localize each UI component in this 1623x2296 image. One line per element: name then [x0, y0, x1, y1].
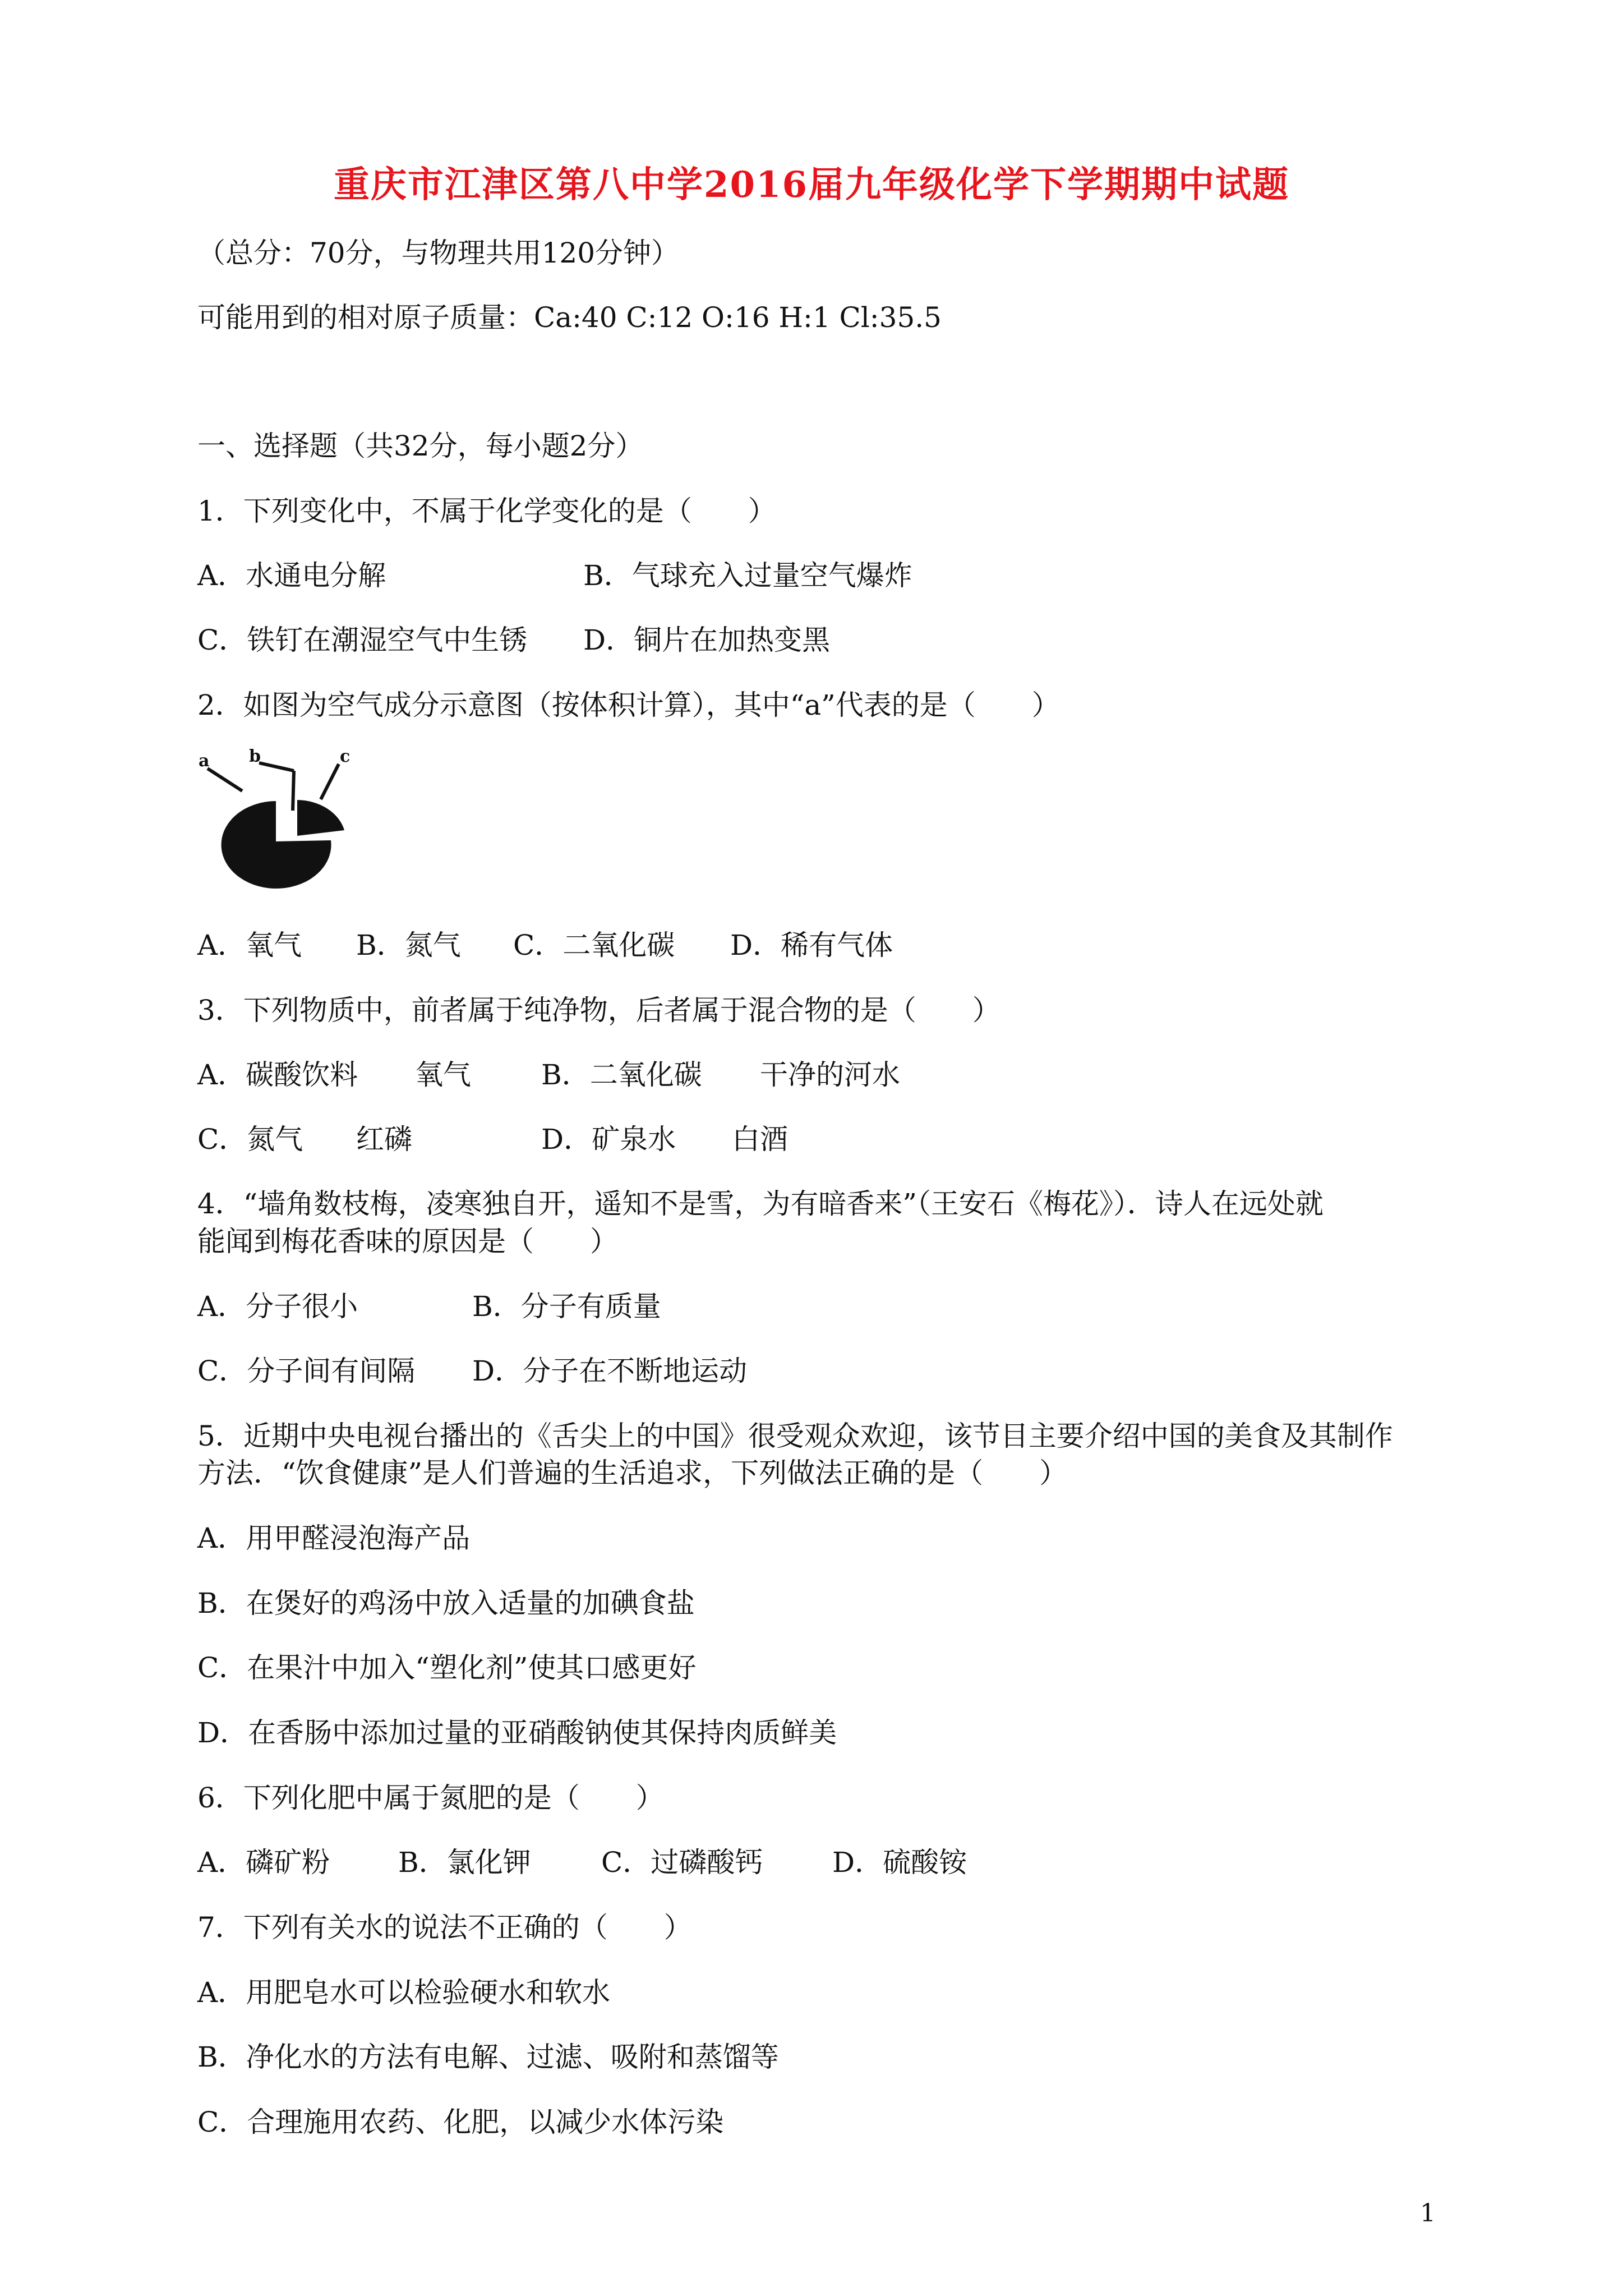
question-1-option-c: C．铁钉在潮湿空气中生锈	[197, 624, 528, 656]
question-5-option-a: A．用甲醛浸泡海产品	[197, 1522, 471, 1554]
leader-line-b2	[293, 771, 294, 811]
question-4-stem-line2: 能闻到梅花香味的原因是（ ）	[197, 1225, 618, 1258]
pie-wedge-c	[297, 800, 344, 836]
pie-label-a: a	[199, 751, 210, 771]
question-3-option-c-second: 红磷	[356, 1123, 412, 1156]
question-3-option-b-second: 干净的河水	[760, 1059, 900, 1091]
section-heading: 一、选择题（共32分，每小题2分）	[197, 430, 644, 462]
question-5-option-c: C．在果汁中加入“塑化剂”使其口感更好	[197, 1651, 697, 1684]
question-6-stem: 6．下列化肥中属于氮肥的是（ ）	[197, 1782, 664, 1814]
question-3-option-a-first: A．碳酸饮料	[197, 1059, 358, 1091]
exam-title: 重庆市江津区第八中学2016届九年级化学下学期期中试题	[333, 164, 1290, 206]
question-5-option-b: B．在煲好的鸡汤中放入适量的加碘食盐	[197, 1587, 695, 1619]
air-composition-pie-figure	[197, 746, 366, 898]
question-3-option-d-first: D．矿泉水	[541, 1123, 676, 1156]
question-5-option-d: D．在香肠中添加过量的亚硝酸钠使其保持肉质鲜美	[197, 1717, 837, 1749]
leader-line-a	[208, 769, 242, 791]
question-1-stem: 1．下列变化中，不属于化学变化的是（ ）	[197, 495, 776, 527]
leader-line-b	[259, 763, 294, 771]
question-2-option-b: B．氮气	[356, 929, 461, 961]
question-6-option-c: C．过磷酸钙	[601, 1846, 763, 1879]
question-5-stem-line1: 5．近期中央电视台播出的《舌尖上的中国》很受观众欢迎，该节目主要介绍中国的美食及其制作	[197, 1420, 1393, 1452]
page-number: 1	[1420, 2199, 1436, 2228]
question-4-option-a: A．分子很小	[197, 1290, 358, 1323]
question-5-stem-line2: 方法．“饮食健康”是人们普遍的生活追求，下列做法正确的是（ ）	[197, 1457, 1068, 1489]
question-3-option-b-first: B．二氧化碳	[541, 1059, 702, 1091]
question-3-stem: 3．下列物质中，前者属于纯净物，后者属于混合物的是（ ）	[197, 994, 1000, 1027]
question-7-option-c: C．合理施用农药、化肥，以减少水体污染	[197, 2106, 724, 2138]
leader-line-c	[321, 764, 339, 799]
question-2-option-d: D．稀有气体	[730, 929, 893, 961]
question-7-stem: 7．下列有关水的说法不正确的（ ）	[197, 1911, 692, 1944]
question-3-option-c-first: C．氮气	[197, 1123, 303, 1156]
question-1-option-d: D．铜片在加热变黑	[583, 624, 831, 656]
question-2-stem: 2．如图为空气成分示意图（按体积计算），其中“a”代表的是（ ）	[197, 689, 1060, 721]
question-2-option-a: A．氧气	[197, 929, 302, 961]
question-3-option-d-second: 白酒	[732, 1123, 788, 1156]
question-6-option-a: A．磷矿粉	[197, 1846, 330, 1879]
question-4-stem-line1: 4．“墙角数枝梅，凌寒独自开，遥知不是雪，为有暗香来”（王安石《梅花》）．诗人在远处就	[197, 1188, 1324, 1220]
question-4-option-c: C．分子间有间隔	[197, 1355, 416, 1387]
question-4-option-b: B．分子有质量	[472, 1290, 661, 1323]
question-7-option-b: B．净化水的方法有电解、过滤、吸附和蒸馏等	[197, 2041, 779, 2073]
question-4-option-d: D．分子在不断地运动	[472, 1355, 748, 1387]
total-score-note: （总分：70分，与物理共用120分钟）	[197, 237, 680, 269]
pie-label-c: c	[340, 747, 351, 766]
pie-label-b: b	[249, 747, 261, 766]
question-2-option-c: C．二氧化碳	[513, 929, 675, 961]
question-6-option-b: B．氯化钾	[398, 1846, 531, 1879]
question-6-option-d: D．硫酸铵	[832, 1846, 967, 1879]
question-7-option-a: A．用肥皂水可以检验硬水和软水	[197, 1976, 611, 2009]
question-1-option-a: A．水通电分解	[197, 559, 386, 592]
atomic-mass-note: 可能用到的相对原子质量：Ca:40 C:12 O:16 H:1 Cl:35.5	[197, 301, 942, 334]
question-3-option-a-second: 氧气	[415, 1059, 471, 1091]
question-1-option-b: B．气球充入过量空气爆炸	[583, 559, 912, 592]
